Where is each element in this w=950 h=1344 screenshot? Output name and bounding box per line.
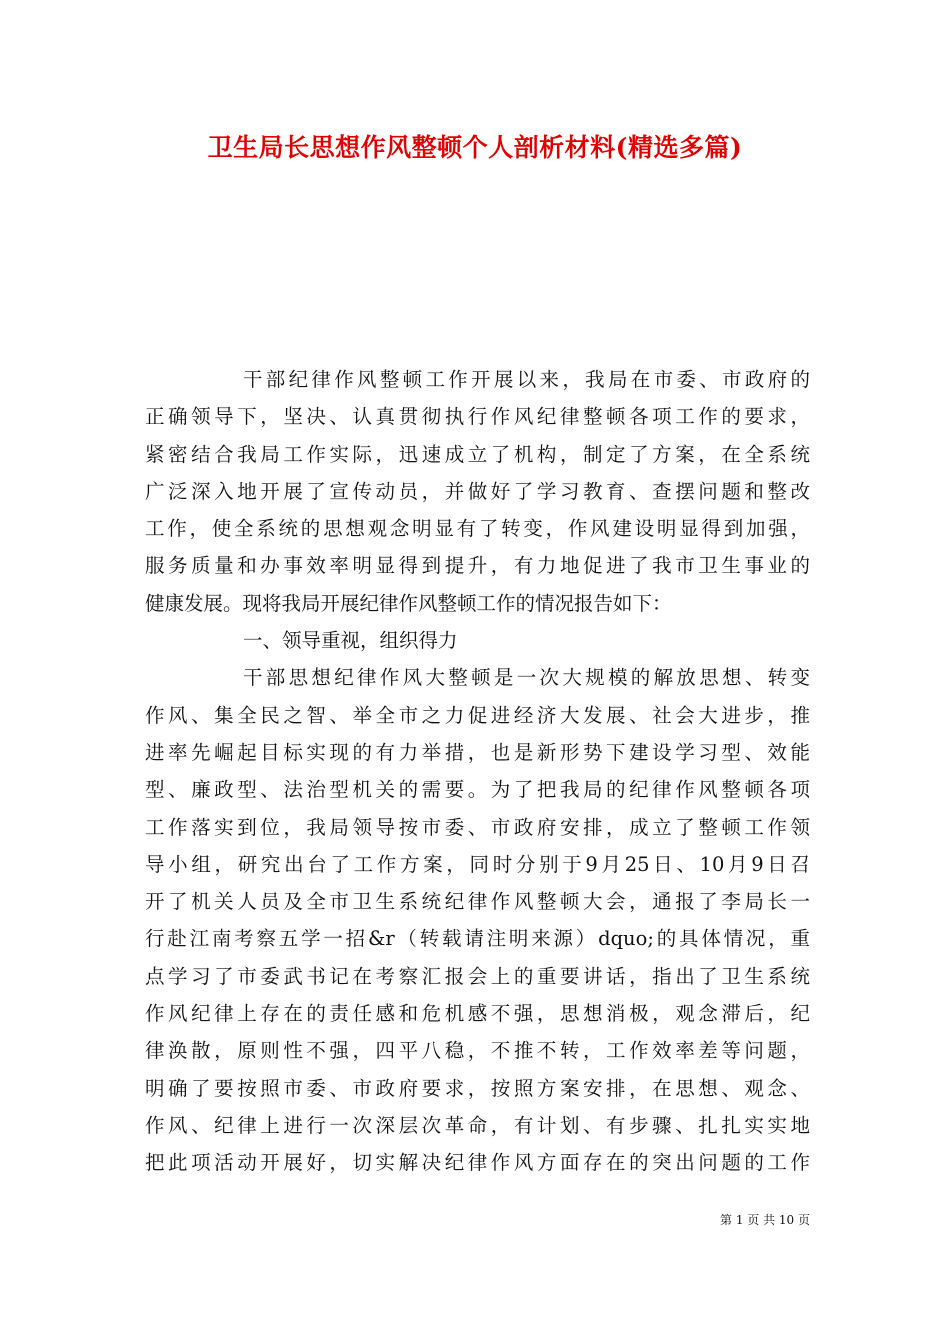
text-line: 工作落实到位，我局领导按市委、市政府安排，成立了整顿工作领 <box>145 815 810 839</box>
text-line: 健康发展。现将我局开展纪律作风整顿工作的情况报告如下： <box>145 591 672 615</box>
text-line: 干部思想纪律作风大整顿是一次大规模的解放思想、转变 <box>243 666 810 690</box>
text-line: 把此项活动开展好，切实解决纪律作风方面存在的突出问题的工作 <box>145 1151 810 1175</box>
text-line: 工作，使全系统的思想观念明显有了转变，作风建设明显得到加强， <box>145 517 810 541</box>
text-line: 作风纪律上存在的责任感和危机感不强，思想消极，观念滞后，纪 <box>145 1002 810 1026</box>
text-line: 导小组，研究出台了工作方案，同时分别于9月25日、10月9日召 <box>145 852 810 876</box>
text-line: 律涣散，原则性不强，四平八稳，不推不转，工作效率差等问题， <box>145 1039 810 1063</box>
text-line: 点学习了市委武书记在考察汇报会上的重要讲话，指出了卫生系统 <box>145 964 810 988</box>
text-line: 行赴江南考察五学一招&r（转载请注明来源）dquo;的具体情况，重 <box>145 927 810 951</box>
text-line: 作风、集全民之智、举全市之力促进经济大发展、社会大进步，推 <box>145 703 810 727</box>
text-line: 正确领导下，坚决、认真贯彻执行作风纪律整顿各项工作的要求， <box>145 405 810 429</box>
document-title: 卫生局长思想作风整顿个人剖析材料(精选多篇) <box>207 133 743 162</box>
text-line: 紧密结合我局工作实际，迅速成立了机构，制定了方案，在全系统 <box>145 442 810 466</box>
text-line: 型、廉政型、法治型机关的需要。为了把我局的纪律作风整顿各项 <box>145 778 810 802</box>
text-line: 进率先崛起目标实现的有力举措，也是新形势下建设学习型、效能 <box>145 740 810 764</box>
page-number: 第 1 页 共 10 页 <box>720 1213 810 1227</box>
text-line: 作风、纪律上进行一次深层次革命，有计划、有步骤、扎扎实实地 <box>145 1113 810 1137</box>
text-line: 服务质量和办事效率明显得到提升，有力地促进了我市卫生事业的 <box>145 554 810 578</box>
section-heading: 一、领导重视，组织得力 <box>243 629 458 653</box>
text-line: 干部纪律作风整顿工作开展以来，我局在市委、市政府的 <box>243 368 810 391</box>
text-line: 明确了要按照市委、市政府要求，按照方案安排，在思想、观念、 <box>145 1076 810 1100</box>
text-line: 广泛深入地开展了宣传动员，并做好了学习教育、查摆问题和整改 <box>145 479 810 503</box>
document-body <box>145 361 810 1182</box>
text-line: 开了机关人员及全市卫生系统纪律作风整顿大会，通报了李局长一 <box>145 890 810 914</box>
